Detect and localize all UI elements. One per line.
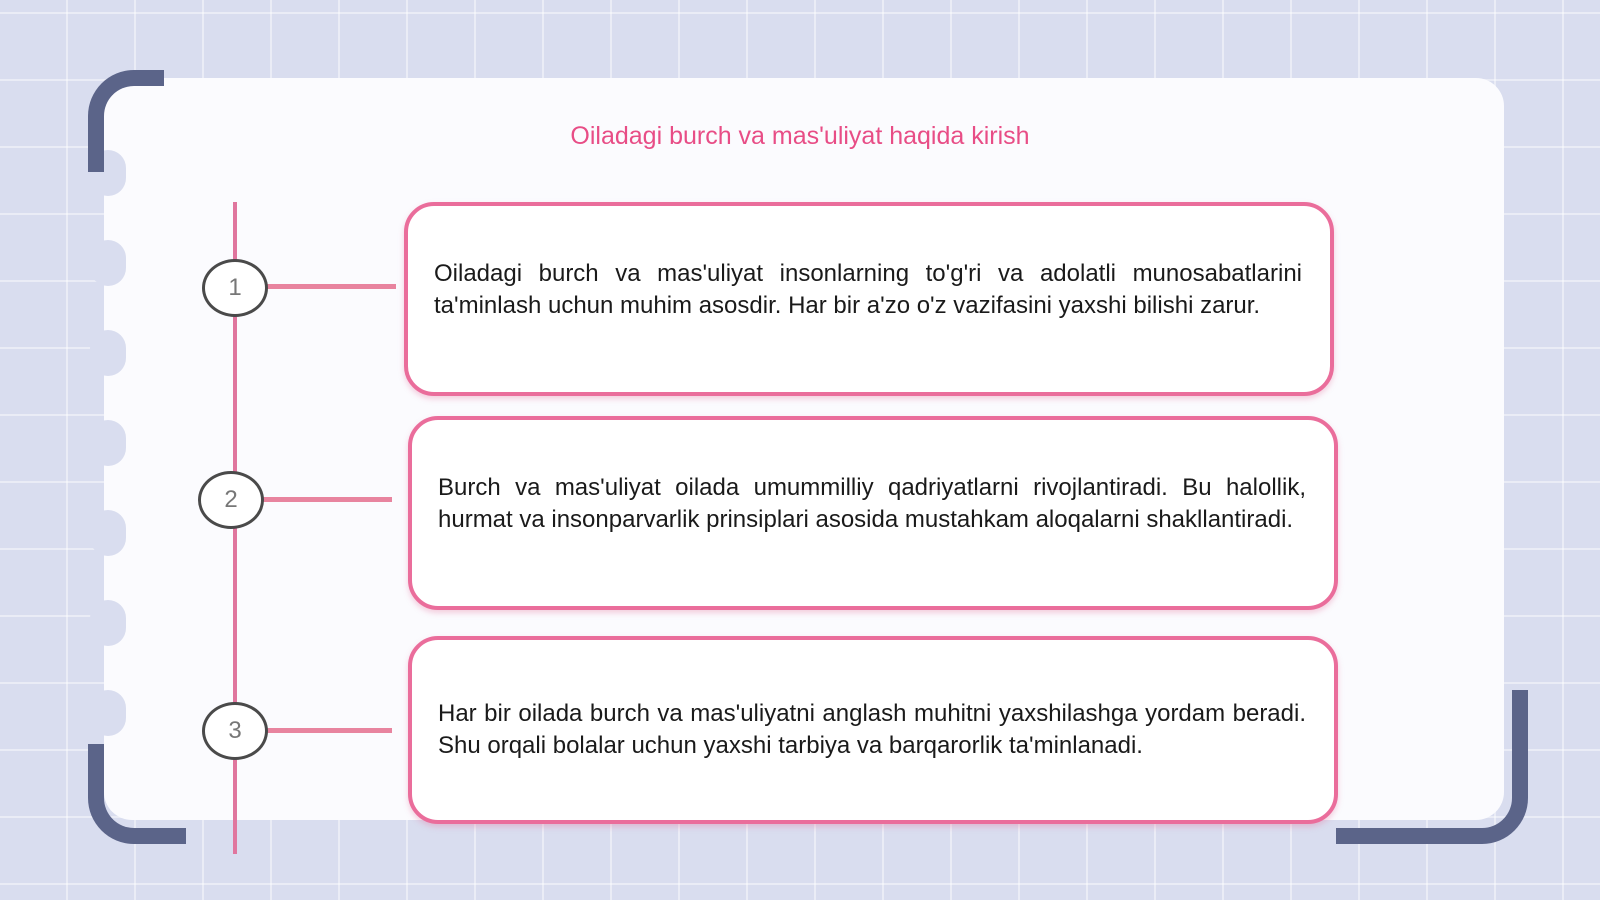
step-3-connector <box>266 728 392 733</box>
card-edge-notch <box>90 690 126 736</box>
step-2-connector <box>262 497 392 502</box>
corner-bracket-bottom-left <box>88 744 186 844</box>
corner-bracket-top-left <box>88 70 164 172</box>
step-1-box <box>404 202 1334 396</box>
step-3-number: 3 <box>202 702 268 760</box>
slide-title: Oiladagi burch va mas'uliyat haqida kirish <box>570 122 1030 150</box>
card-edge-notch <box>90 600 126 646</box>
step-3-text: Har bir oilada burch va mas'uliyatni anglash muhitni yaxshilashga yordam beradi. Shu orqali bolalar uchun yaxshi tarbiya va barqarorlik ta'minlanadi. <box>438 700 1306 759</box>
step-3-box <box>408 636 1338 824</box>
card-edge-notch <box>90 510 126 556</box>
card-edge-notch <box>90 330 126 376</box>
step-1-number: 1 <box>202 259 268 317</box>
card-edge-notch <box>90 240 126 286</box>
step-2-number: 2 <box>198 471 264 529</box>
step-1-connector <box>266 284 396 289</box>
step-2-text: Burch va mas'uliyat oilada umummilliy qadriyatlarni rivojlantiradi. Bu halollik, hurmat va insonparvarlik prinsiplari asosida mustahkam aloqalarni shakllantiradi. <box>438 474 1306 533</box>
step-2-box <box>408 416 1338 610</box>
corner-bracket-bottom-right <box>1336 690 1528 844</box>
card-edge-notch <box>90 420 126 466</box>
step-1-text: Oiladagi burch va mas'uliyat insonlarning to'g'ri va adolatli munosabatlarini ta'minlash uchun muhim asosdir. Har bir a'zo o'z vazifasini yaxshi bilishi zarur. <box>434 260 1302 319</box>
